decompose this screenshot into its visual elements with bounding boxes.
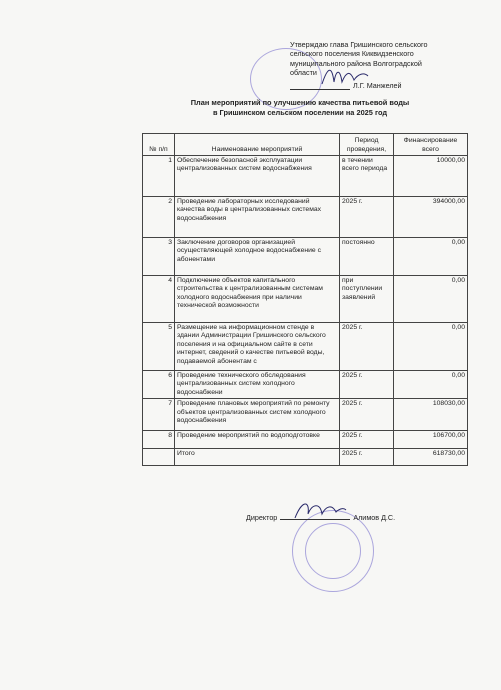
row-name: Проведение мероприятий по водоподготовке	[175, 431, 340, 449]
row-amount: 0,00	[394, 238, 468, 276]
row-amount: 106700,00	[394, 431, 468, 449]
approval-line-1: Утверждаю глава Гришинского сельского	[290, 40, 428, 49]
approval-signature-row	[290, 81, 450, 90]
table-row	[143, 156, 468, 197]
row-amount: 0,00	[394, 276, 468, 323]
header-num: № п/п	[143, 134, 175, 156]
row-name: Обеспечение безопасной эксплуатации централизованных систем водоснабжения	[175, 156, 340, 197]
row-period: 2025 г.	[340, 399, 394, 431]
title-line-2: в Гришинском сельском поселении на 2025 год	[212, 107, 388, 117]
row-period: в течении всего периода	[340, 156, 394, 197]
row-period: 2025 г.	[340, 323, 394, 371]
total-period: 2025 г.	[340, 449, 394, 466]
table-row	[143, 399, 468, 431]
row-num: 6	[143, 371, 175, 399]
total-label: Итого	[175, 449, 340, 466]
approval-line-4: области	[290, 68, 317, 78]
director-label: Директор	[246, 513, 278, 522]
row-period: при поступлении заявлений	[340, 276, 394, 323]
row-name: Заключение договоров организацией осуществляющей холодное водоснабжение с абонентами	[175, 238, 340, 276]
row-amount: 108030,00	[394, 399, 468, 431]
header-name: Наименование мероприятий	[175, 134, 340, 156]
table-total-row	[143, 449, 468, 466]
row-num: 4	[143, 276, 175, 323]
row-period: 2025 г.	[340, 371, 394, 399]
table-row	[143, 431, 468, 449]
row-name: Проведение лабораторных исследований качества воды в централизованных системах водоснабжения	[175, 197, 340, 238]
header-funding: Финансирование всего	[394, 134, 468, 156]
total-amount: 618730,00	[394, 449, 468, 466]
row-name: Подключение объектов капитального строительства к централизованным системам холодного водоснабжения при наличии технической возможности	[175, 276, 340, 323]
approval-block	[290, 40, 450, 90]
row-amount: 10000,00	[394, 156, 468, 197]
director-signature	[292, 498, 348, 524]
row-num: 3	[143, 238, 175, 276]
table-row	[143, 197, 468, 238]
table-row	[143, 276, 468, 323]
row-num: 2	[143, 197, 175, 238]
organization-seal-inner-ring	[305, 523, 361, 579]
row-period: 2025 г.	[340, 197, 394, 238]
row-amount: 394000,00	[394, 197, 468, 238]
title-line-1: План мероприятий по улучшению качества питьевой воды	[190, 98, 410, 107]
approval-line-3: муниципального района Волгоградской	[290, 58, 422, 68]
total-num	[143, 449, 175, 466]
row-period: постоянно	[340, 238, 394, 276]
approval-signer: Л.Г. Манжелей	[353, 80, 402, 90]
table-row	[143, 238, 468, 276]
row-name: Размещение на информационном стенде в здании Администрации Гришинского сельского поселения и на официальном сайте в сети интернет, сведений о качестве питьевой воды, подаваемой абонентам с	[175, 323, 340, 371]
header-period: Период проведения,	[340, 134, 394, 156]
director-name: Алимов Д.С.	[353, 513, 396, 522]
row-amount: 0,00	[394, 323, 468, 371]
table-row	[143, 323, 468, 371]
approval-signature	[320, 62, 370, 90]
row-amount: 0,00	[394, 371, 468, 399]
row-name: Проведение плановых мероприятий по ремонту объектов централизованных систем холодного водоснабжения	[175, 399, 340, 431]
document-title	[170, 98, 430, 117]
row-num: 8	[143, 431, 175, 449]
table-header-row	[143, 134, 468, 156]
row-num: 1	[143, 156, 175, 197]
approval-line-2: сельского поселения Киквидзенского	[290, 49, 414, 59]
row-num: 7	[143, 399, 175, 431]
row-name: Проведение технического обследования централизованных систем холодного водоснабжени	[175, 371, 340, 399]
row-num: 5	[143, 323, 175, 371]
plan-table	[142, 133, 468, 466]
row-period: 2025 г.	[340, 431, 394, 449]
table-row	[143, 371, 468, 399]
